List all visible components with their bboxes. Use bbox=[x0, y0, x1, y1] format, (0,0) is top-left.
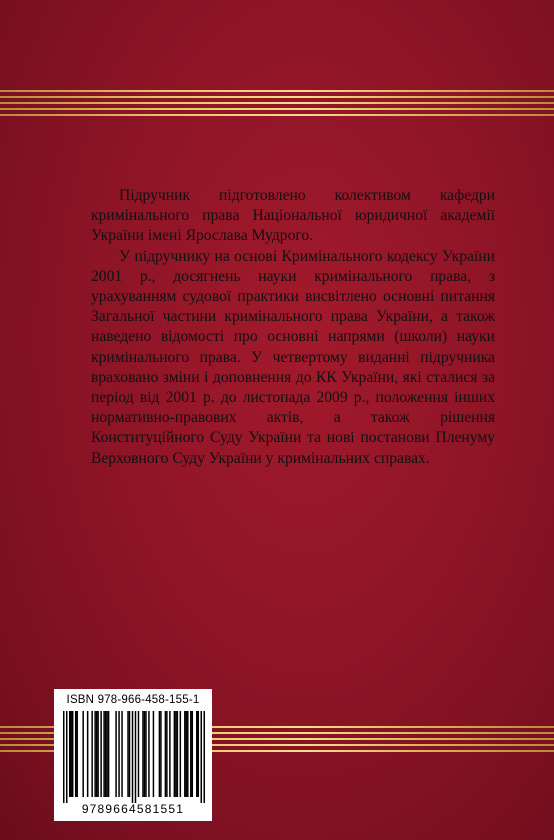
barcode-digits: 9789664581551 bbox=[81, 802, 185, 816]
paragraph-1: Підручник підготовлено колективом кафедри кримінального права Національної юридичної академії України імені Ярослава Мудрого. bbox=[91, 187, 495, 245]
barcode-bar bbox=[135, 711, 136, 803]
barcode-bar bbox=[204, 711, 205, 803]
barcode-bar bbox=[103, 711, 104, 797]
barcode-bar bbox=[115, 711, 116, 797]
barcode-bar bbox=[87, 711, 88, 797]
barcode-bar bbox=[190, 711, 191, 797]
barcode-bar bbox=[66, 711, 67, 803]
barcode-bar bbox=[70, 711, 71, 797]
barcode-bar bbox=[144, 711, 145, 797]
barcode-bar bbox=[165, 711, 166, 797]
barcode-bar bbox=[82, 711, 83, 797]
barcode-bar bbox=[184, 711, 185, 797]
barcode-bar bbox=[145, 711, 146, 797]
barcode-bar bbox=[96, 711, 97, 797]
barcode-bar bbox=[118, 711, 119, 797]
barcode-bar bbox=[72, 711, 73, 797]
barcode-bar bbox=[187, 711, 188, 797]
barcode-bar bbox=[177, 711, 178, 797]
barcode-bar bbox=[75, 711, 76, 797]
barcode-bar bbox=[129, 711, 130, 797]
barcode-bar bbox=[91, 711, 92, 797]
barcode-bar bbox=[69, 711, 70, 797]
barcode-bar bbox=[142, 711, 143, 797]
barcode-bar bbox=[196, 711, 197, 797]
barcode-bar bbox=[108, 711, 109, 797]
barcode-bar bbox=[138, 711, 139, 797]
barcode-bar bbox=[153, 711, 154, 797]
barcode-bar bbox=[201, 711, 202, 803]
barcode-bar bbox=[160, 711, 161, 797]
barcode-bar bbox=[94, 711, 95, 797]
barcode-bar bbox=[105, 711, 106, 797]
barcode-bar bbox=[192, 711, 193, 797]
barcode-bar bbox=[63, 711, 64, 803]
barcode-bar bbox=[132, 711, 133, 803]
barcode-bar bbox=[169, 711, 170, 797]
paragraph-2: У підручнику на основі Кримінального кодексу України 2001 р., досягнень науки кримінального права, з урахуванням судової практики висвітлено основні питання Загальної частини кримінального права України, а також наведено відомості про основні напрями (школи) науки кримінального права. У четвертому виданні підручника враховано зміни і доповнення до КК України, які сталися за період від 2001 р. до листопада 2009 р., положення інших нормативно-правових актів, а також рішення Конституційного Суду України та нові постанови Пленуму Верховного Суду України у кримінальних справах. bbox=[91, 247, 495, 467]
isbn-text: ISBN 978-966-458-155-1 bbox=[66, 694, 200, 706]
barcode-bar bbox=[100, 711, 101, 797]
barcode-bar bbox=[127, 711, 128, 797]
barcode-bar bbox=[76, 711, 77, 797]
barcode-bar bbox=[121, 711, 122, 797]
barcode-bar bbox=[159, 711, 160, 797]
barcode-bar bbox=[166, 711, 167, 797]
barcode-bar bbox=[198, 711, 199, 797]
barcode-bar bbox=[180, 711, 181, 797]
barcode-bar bbox=[97, 711, 98, 797]
barcode-bar bbox=[186, 711, 187, 797]
decorative-stripes-top bbox=[0, 90, 554, 116]
barcode-bar bbox=[174, 711, 175, 797]
barcode-label bbox=[54, 689, 212, 821]
barcode-bar bbox=[148, 711, 149, 797]
barcode-bar bbox=[106, 711, 107, 797]
annotation-text bbox=[91, 186, 495, 469]
barcode-bar bbox=[175, 711, 176, 797]
barcode-bars bbox=[63, 711, 205, 803]
